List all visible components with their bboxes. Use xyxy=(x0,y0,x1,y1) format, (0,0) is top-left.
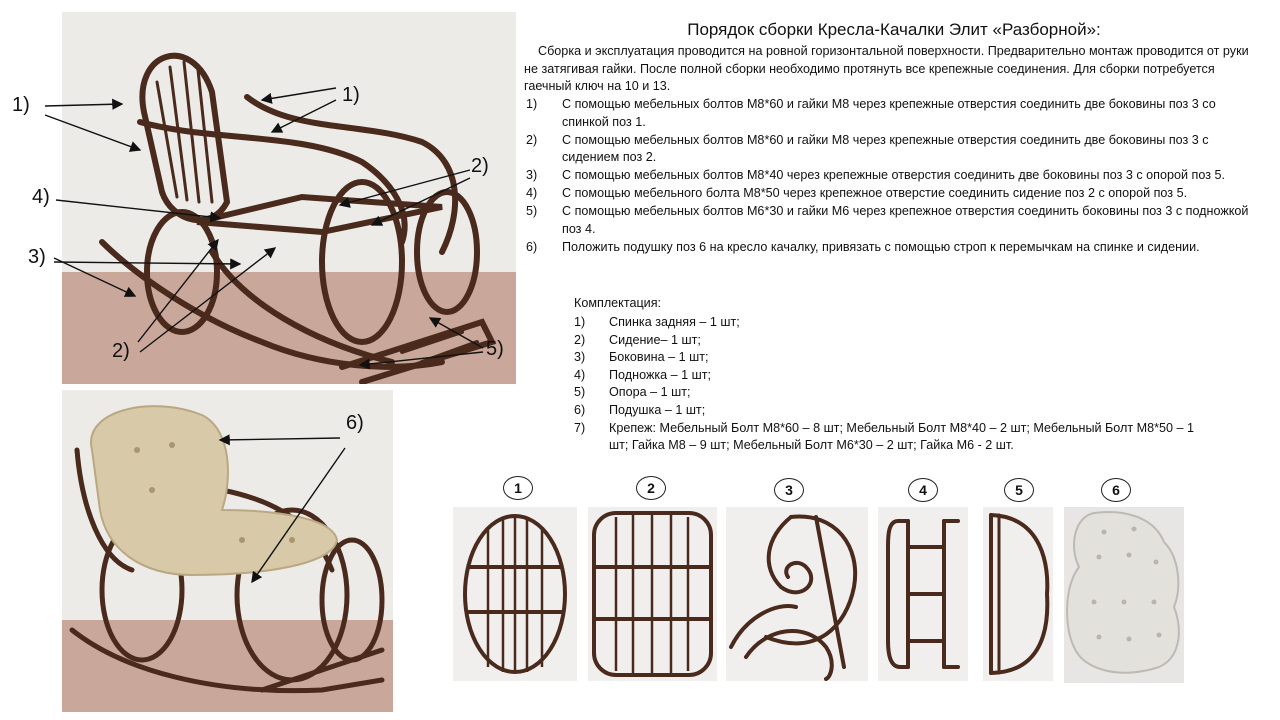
callout-6: 6) xyxy=(346,412,364,434)
assembly-step: 6) Положить подушку поз 6 на кресло качалку, привязать с помощью строп к перемычкам на спинке и сидении. xyxy=(526,239,1200,254)
chair-back-frame-icon xyxy=(453,507,577,681)
cushion-icon xyxy=(1064,507,1184,683)
part-1-back-photo xyxy=(453,507,577,681)
assembly-step: 3) С помощью мебельных болтов М8*40 через крепежные отверстия соединить две боковины поз 3 с опорой поз 5. xyxy=(526,168,1225,182)
part-number-6: 6 xyxy=(1101,478,1131,502)
kit-item: 3) Боковина – 1 шт; xyxy=(574,350,709,365)
footrest-frame-icon xyxy=(878,507,968,681)
chair-side-frame-icon xyxy=(726,507,868,681)
chair-frame-photo xyxy=(62,12,516,384)
part-6-cushion-photo xyxy=(1064,507,1184,683)
chair-with-cushion-photo xyxy=(62,390,393,712)
assembly-step: 2) С помощью мебельных болтов М8*60 и гайки М8 через крепежные отверстия соединить две боковины поз 3 с сидением поз 2. xyxy=(526,132,1209,164)
kit-title: Комплектация: xyxy=(574,296,662,310)
assembly-step: 4) С помощью мебельного болта М8*50 через крепежное отверстие соединить сидение поз 2 с опорой поз 5. xyxy=(526,186,1188,200)
part-3-side-photo xyxy=(726,507,868,681)
callout-1-right: 1) xyxy=(342,84,360,106)
kit-item: 2) Сидение– 1 шт; xyxy=(574,332,701,347)
support-frame-icon xyxy=(983,507,1053,681)
part-number-1: 1 xyxy=(503,476,533,500)
intro-paragraph: Сборка и эксплуатация проводится на ровной горизонтальной поверхности. Предварительно монтаж проводится от руки не затягивая гайки. После полной сборки необходимо протянуть все крепежные соединения. Для сборки потребуется гаечный ключ на 10 и 13. xyxy=(524,44,1249,93)
callout-5: 5) xyxy=(486,338,504,360)
callout-4: 4) xyxy=(32,186,50,208)
callout-1-left: 1) xyxy=(12,94,30,116)
part-4-footrest-photo xyxy=(878,507,968,681)
part-number-4: 4 xyxy=(908,478,938,502)
assembly-step: 5) С помощью мебельных болтов М6*30 и гайки М6 через крепежное отверстия соединить боковины поз 3 с подножкой поз 4. xyxy=(526,204,1249,236)
callout-2-bottom: 2) xyxy=(112,340,130,362)
kit-item: 6) Подушка – 1 шт; xyxy=(574,402,706,417)
kit-item: 7) Крепеж: Мебельный Болт М8*60 – 8 шт; Мебельный Болт М8*40 – 2 шт; Мебельный Болт М8*50 – 1 шт; Гайка М8 – 9 шт; Мебельный Болт М6*30 – 2 шт; Гайка М6 - 2 шт. xyxy=(574,420,1195,453)
kit-item: 4) Подножка – 1 шт; xyxy=(574,367,712,382)
kit-list xyxy=(574,314,1214,455)
kit-item: 1) Спинка задняя – 1 шт; xyxy=(574,315,740,329)
part-5-support-photo xyxy=(983,507,1053,681)
assembly-step: 1) С помощью мебельных болтов М8*60 и гайки М8 через крепежные отверстия соединить две боковины поз 3 со спинкой поз 1. xyxy=(526,97,1216,129)
part-number-3: 3 xyxy=(774,478,804,502)
assembly-steps xyxy=(524,96,1264,257)
callout-3: 3) xyxy=(28,246,46,268)
callout-2-right: 2) xyxy=(471,155,489,177)
part-number-5: 5 xyxy=(1004,478,1034,502)
chair-seat-frame-icon xyxy=(588,507,717,681)
kit-item: 5) Опора – 1 шт; xyxy=(574,385,691,400)
part-2-seat-photo xyxy=(588,507,717,681)
part-number-2: 2 xyxy=(636,476,666,500)
page-title: Порядок сборки Кресла-Качалки Элит «Разборной»: xyxy=(687,20,1101,39)
